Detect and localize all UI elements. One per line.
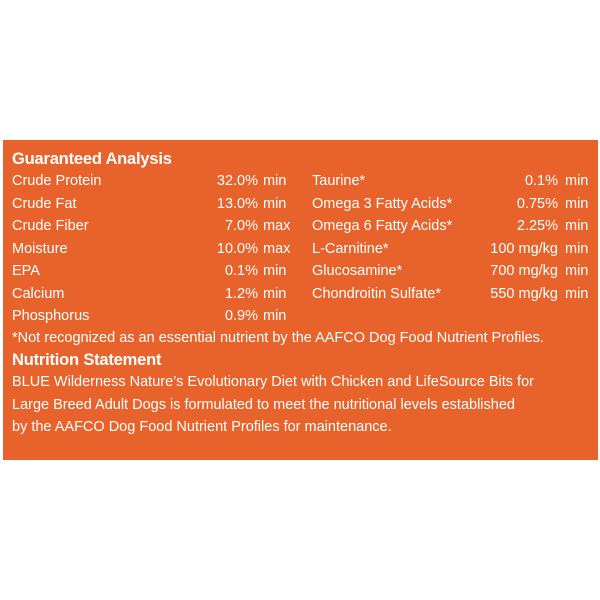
nutrient-amount: 2.25% [516,218,558,234]
analysis-left-column [12,170,294,328]
analysis-row [12,238,294,261]
nutrient-qualifier: min [565,173,589,189]
nutrient-qualifier: min [565,263,589,279]
analysis-row [312,170,590,193]
nutrient-qualifier: min [565,285,589,302]
nutrient-amount: 13.0% [216,195,258,212]
nutrient-qualifier: min [263,195,287,212]
analysis-row [312,283,590,306]
nutrient-amount: 32.0% [216,173,258,189]
nutrient-name: Glucosamine* [312,263,403,279]
nutrient-amount: 0.1% [224,263,258,279]
nutrient-amount: 1.2% [224,285,258,302]
nutrient-name: L-Carnitine* [312,240,389,257]
nutrient-amount: 10.0% [216,240,258,257]
nutrient-name: Crude Protein [12,173,102,189]
nutrient-name: Phosphorus [12,308,90,324]
nutrient-qualifier: min [263,263,287,279]
nutrient-name: Calcium [12,285,65,302]
nutrition-statement-heading: Nutrition Statement [12,351,162,369]
nutrient-qualifier: min [263,285,287,302]
statement-line: BLUE Wilderness Nature’s Evolutionary Diet with Chicken and LifeSource Bits for [12,374,534,390]
nutrient-qualifier: max [263,240,291,257]
analysis-row [12,260,294,283]
nutrient-name: Omega 3 Fatty Acids* [312,195,453,212]
nutrient-qualifier: max [263,218,291,234]
nutrient-amount: 100 mg/kg [490,240,558,257]
nutrient-name: Taurine* [312,173,366,189]
nutrient-amount: 700 mg/kg [490,263,558,279]
analysis-row [12,193,294,216]
nutrient-amount: 550 mg/kg [490,285,558,302]
analysis-row [12,305,294,328]
analysis-row [312,238,590,261]
guaranteed-analysis-heading: Guaranteed Analysis [12,150,172,168]
statement-line: Large Breed Adult Dogs is formulated to meet the nutritional levels established [12,396,515,413]
nutrient-name: Chondroitin Sulfate* [312,285,441,302]
nutrient-name: Crude Fiber [12,218,89,234]
nutrient-amount: 7.0% [224,218,258,234]
analysis-row [312,260,590,283]
nutrient-qualifier: min [565,195,589,212]
nutrient-name: EPA [12,263,40,279]
nutrient-amount: 0.9% [224,308,258,324]
nutrient-qualifier: min [565,218,589,234]
analysis-right-column [312,170,590,305]
statement-line: by the AAFCO Dog Food Nutrient Profiles for maintenance. [12,419,392,435]
aafco-footnote: *Not recognized as an essential nutrient by the AAFCO Dog Food Nutrient Profiles. [12,330,544,346]
analysis-row [312,193,590,216]
nutrient-amount: 0.1% [524,173,558,189]
analysis-row [12,215,294,238]
nutrient-qualifier: min [263,173,287,189]
nutrition-statement-text [12,371,592,439]
nutrient-name: Moisture [12,240,68,257]
nutrient-name: Omega 6 Fatty Acids* [312,218,453,234]
analysis-table [12,170,589,327]
nutrient-amount: 0.75% [516,195,558,212]
analysis-row [12,283,294,306]
analysis-row [312,215,590,238]
nutrient-name: Crude Fat [12,195,77,212]
nutrition-info-panel [3,140,598,460]
analysis-row [12,170,294,193]
nutrient-qualifier: min [263,308,287,324]
nutrient-qualifier: min [565,240,589,257]
